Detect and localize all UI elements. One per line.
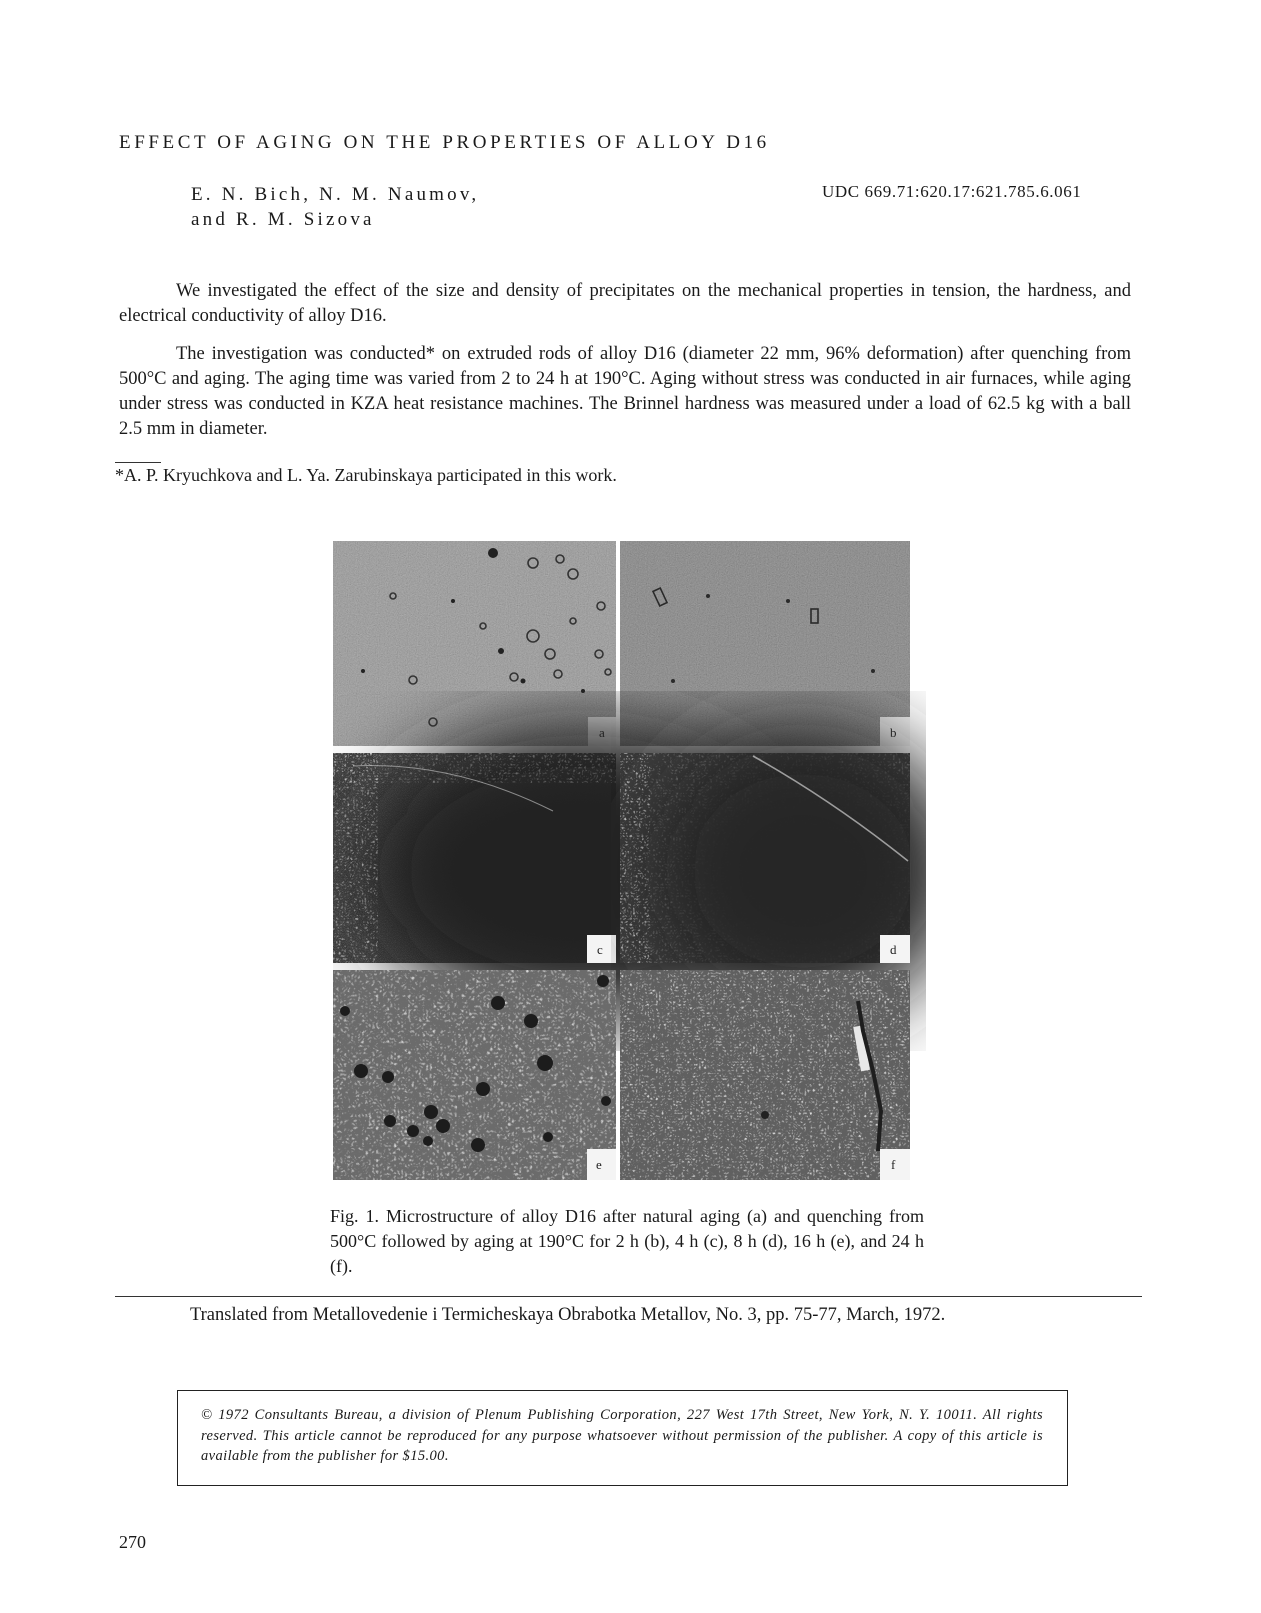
udc-code: UDC 669.71:620.17:621.785.6.061	[822, 182, 1082, 201]
footnote: *A. P. Kryuchkova and L. Ya. Zarubinskaya participated in this work.	[115, 465, 617, 485]
figure-caption: Fig. 1. Microstructure of alloy D16 after natural aging (a) and quenching from 500°C followed by aging at 190°C for 2 h (b), 4 h (c), 8 h (d), 16 h (e), and 24 h (f).	[330, 1206, 924, 1276]
paper-title: EFFECT OF AGING ON THE PROPERTIES OF ALLOY D16	[119, 132, 770, 153]
translation-note: Translated from Metallovedenie i Termicheskaya Obrabotka Metallov, No. 3, pp. 75-77, March, 1972.	[190, 1305, 946, 1325]
panel-label-b: b	[890, 725, 897, 740]
author-line-1: E. N. Bich, N. M. Naumov,	[191, 184, 480, 205]
paragraph-intro: We investigated the effect of the size and density of precipitates on the mechanical properties in tension, the hardness, and electrical conductivity of alloy D16.	[119, 281, 1131, 326]
author-list	[191, 182, 479, 232]
panel-label-f: f	[891, 1157, 896, 1172]
micrograph-panel-e	[333, 970, 616, 1180]
micrograph-panel-a	[333, 541, 616, 746]
paragraph-method: The investigation was conducted* on extruded rods of alloy D16 (diameter 22 mm, 96% deformation) after quenching from 500°C and aging. The aging time was varied from 2 to 24 h at 190°C. Aging without stress was conducted in air furnaces, while aging under stress was conducted in KZA heat resistance machines. The Brinnel hardness was measured under a load of 62.5 kg with a ball 2.5 mm in diameter.	[119, 344, 1131, 439]
author-line-2: and R. M. Sizova	[191, 209, 375, 230]
micrograph-panel-f	[620, 970, 910, 1180]
page-number: 270	[119, 1532, 146, 1552]
footnote-divider	[115, 462, 161, 463]
panel-label-e: e	[596, 1157, 602, 1172]
copyright-box	[177, 1390, 1068, 1486]
figure-micrographs	[333, 541, 926, 1193]
panel-label-c: c	[597, 942, 603, 957]
copyright-text: © 1972 Consultants Bureau, a division of Plenum Publishing Corporation, 227 West 17th Street, New York, N. Y. 10011. All rights reserved. This article cannot be reproduced for any purpose whatsoever without permission of the publisher. A copy of this article is available from the publisher for $15.00.	[201, 1407, 1043, 1464]
translation-divider	[115, 1296, 1142, 1297]
micrograph-panel-b	[620, 541, 910, 746]
panel-label-d: d	[890, 942, 897, 957]
